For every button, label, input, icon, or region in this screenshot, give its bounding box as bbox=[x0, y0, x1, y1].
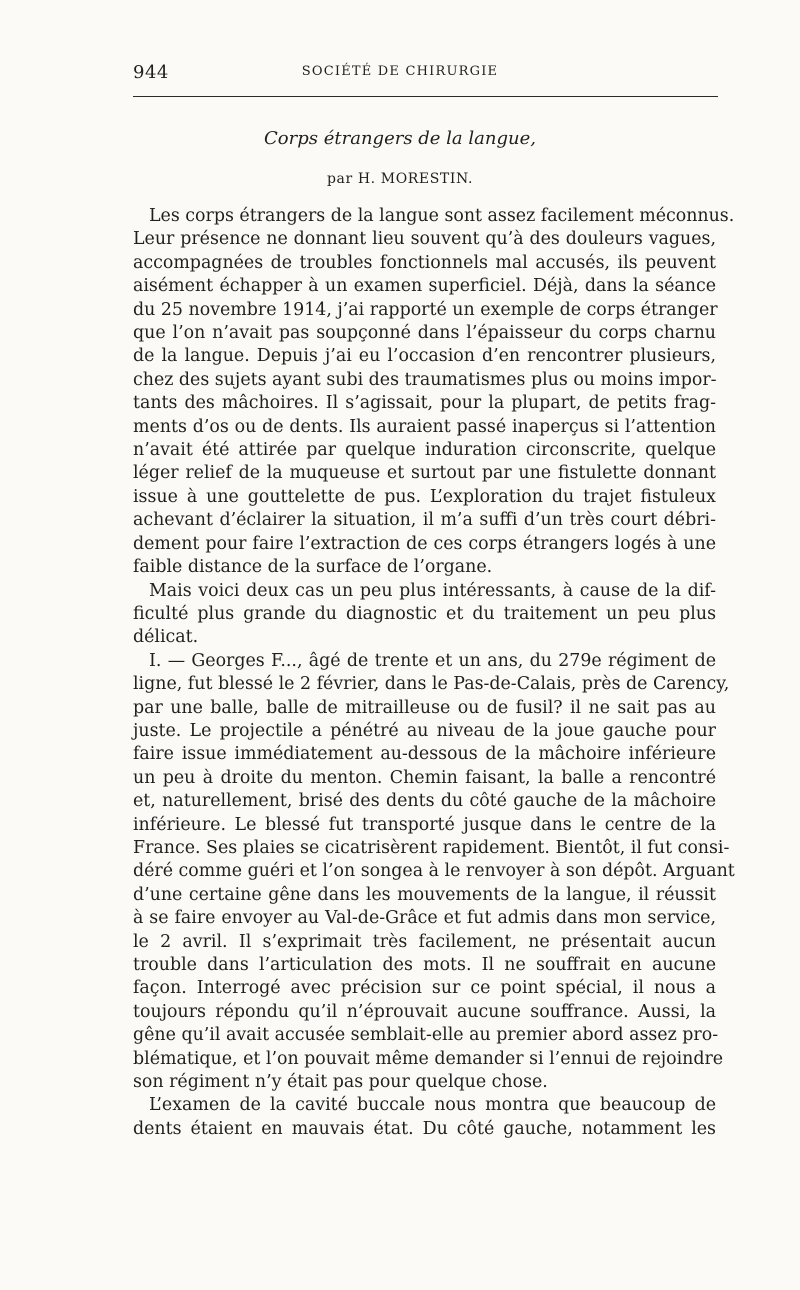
article-title: Corps étrangers de la langue, bbox=[264, 128, 536, 149]
text-line: n’avait été attirée par quelque induration circonscrite, quelque bbox=[133, 440, 716, 461]
text-line: d’une certaine gêne dans les mouvements de la langue, il réussit bbox=[133, 884, 716, 905]
text-line: inférieure. Le blessé fut transporté jusque dans le centre de la bbox=[133, 814, 716, 835]
text-line: juste. Le projectile a pénétré au niveau de la joue gauche pour bbox=[133, 720, 716, 741]
text-line: faible distance de la surface de l’organe. bbox=[133, 557, 493, 578]
text-line: aisément échapper à un examen superficiel. Déjà, dans la séance bbox=[133, 276, 716, 297]
text-line: blématique, et l’on pouvait même demander si l’ennui de rejoindre bbox=[133, 1048, 724, 1069]
text-line: issue à une gouttelette de pus. L’exploration du trajet fistuleux bbox=[133, 486, 716, 507]
text-line: chez des sujets ayant subi des traumatismes plus ou moins impor- bbox=[133, 369, 717, 390]
text-line: tants des mâchoires. Il s’agissait, pour la plupart, de petits frag- bbox=[133, 393, 716, 414]
text-line: dents étaient en mauvais état. Du côté gauche, notamment les bbox=[133, 1118, 716, 1139]
text-line: gêne qu’il avait accusée semblait-elle au premier abord assez pro- bbox=[133, 1025, 719, 1046]
text-line: Les corps étrangers de la langue sont assez facilement méconnus. bbox=[149, 206, 735, 226]
text-line: achevant d’éclairer la situation, il m’a suffi d’un très court débri- bbox=[133, 510, 716, 531]
text-line: à se faire envoyer au Val-de-Grâce et fut admis dans mon service, bbox=[133, 908, 716, 929]
article-author: par H. MORESTIN. bbox=[327, 171, 473, 187]
text-line: toujours répondu qu’il n’éprouvait aucune souffrance. Aussi, la bbox=[133, 1001, 716, 1022]
text-line: Mais voici deux cas un peu plus intéressants, à cause de la dif- bbox=[149, 580, 716, 601]
text-line: façon. Interrogé avec précision sur ce point spécial, il nous a bbox=[133, 978, 716, 999]
text-line: déré comme guéri et l’on songea à le renvoyer à son dépôt. Arguant bbox=[133, 861, 735, 882]
text-line: L’examen de la cavité buccale nous montra que beaucoup de bbox=[149, 1095, 716, 1116]
text-line: France. Ses plaies se cicatrisèrent rapidement. Bientôt, il fut consi- bbox=[133, 837, 730, 858]
text-line: I. — Georges F..., âgé de trente et un ans, du 279e régiment de bbox=[149, 650, 716, 671]
text-line: léger relief de la muqueuse et surtout par une fistulette donnant bbox=[133, 463, 716, 484]
body-text bbox=[133, 205, 735, 1141]
text-line: que l’on n’avait pas soupçonné dans l’épaisseur du corps charnu bbox=[133, 323, 716, 344]
text-line: son régiment n’y était pas pour quelque chose. bbox=[133, 1072, 548, 1093]
text-line: Leur présence ne donnant lieu souvent qu’à des douleurs vagues, bbox=[133, 229, 716, 250]
text-line: par une balle, balle de mitrailleuse ou de fusil? il ne sait pas au bbox=[133, 697, 716, 718]
text-line: faire issue immédiatement au-dessous de la mâchoire inférieure bbox=[133, 744, 716, 765]
text-line: un peu à droite du menton. Chemin faisant, la balle a rencontré bbox=[133, 767, 716, 788]
text-line: ligne, fut blessé le 2 février, dans le Pas-de-Calais, près de Carency, bbox=[133, 674, 730, 695]
text-line: le 2 avril. Il s’exprimait très facilement, ne présentait aucun bbox=[133, 931, 716, 952]
text-line: du 25 novembre 1914, j’ai rapporté un exemple de corps étranger bbox=[133, 299, 718, 320]
text-line: et, naturellement, brisé des dents du côté gauche de la mâchoire bbox=[133, 791, 716, 812]
text-line: trouble dans l’articulation des mots. Il ne souffrait en aucune bbox=[133, 955, 716, 975]
text-line: ments d’os ou de dents. Ils auraient passé inaperçus si l’attention bbox=[133, 416, 716, 437]
text-line: délicat. bbox=[133, 627, 199, 648]
text-line: ficulté plus grande du diagnostic et du traitement un peu plus bbox=[133, 603, 716, 624]
page-number: 944 bbox=[133, 62, 169, 83]
text-line: de la langue. Depuis j’ai eu l’occasion d’en rencontrer plusieurs, bbox=[133, 346, 716, 367]
running-title: SOCIÉTÉ DE CHIRURGIE bbox=[301, 64, 499, 79]
text-line: dement pour faire l’extraction de ces corps étrangers logés à une bbox=[133, 533, 716, 554]
header-rule bbox=[133, 96, 718, 97]
text-line: accompagnées de troubles fonctionnels mal accusés, ils peuvent bbox=[133, 252, 716, 273]
